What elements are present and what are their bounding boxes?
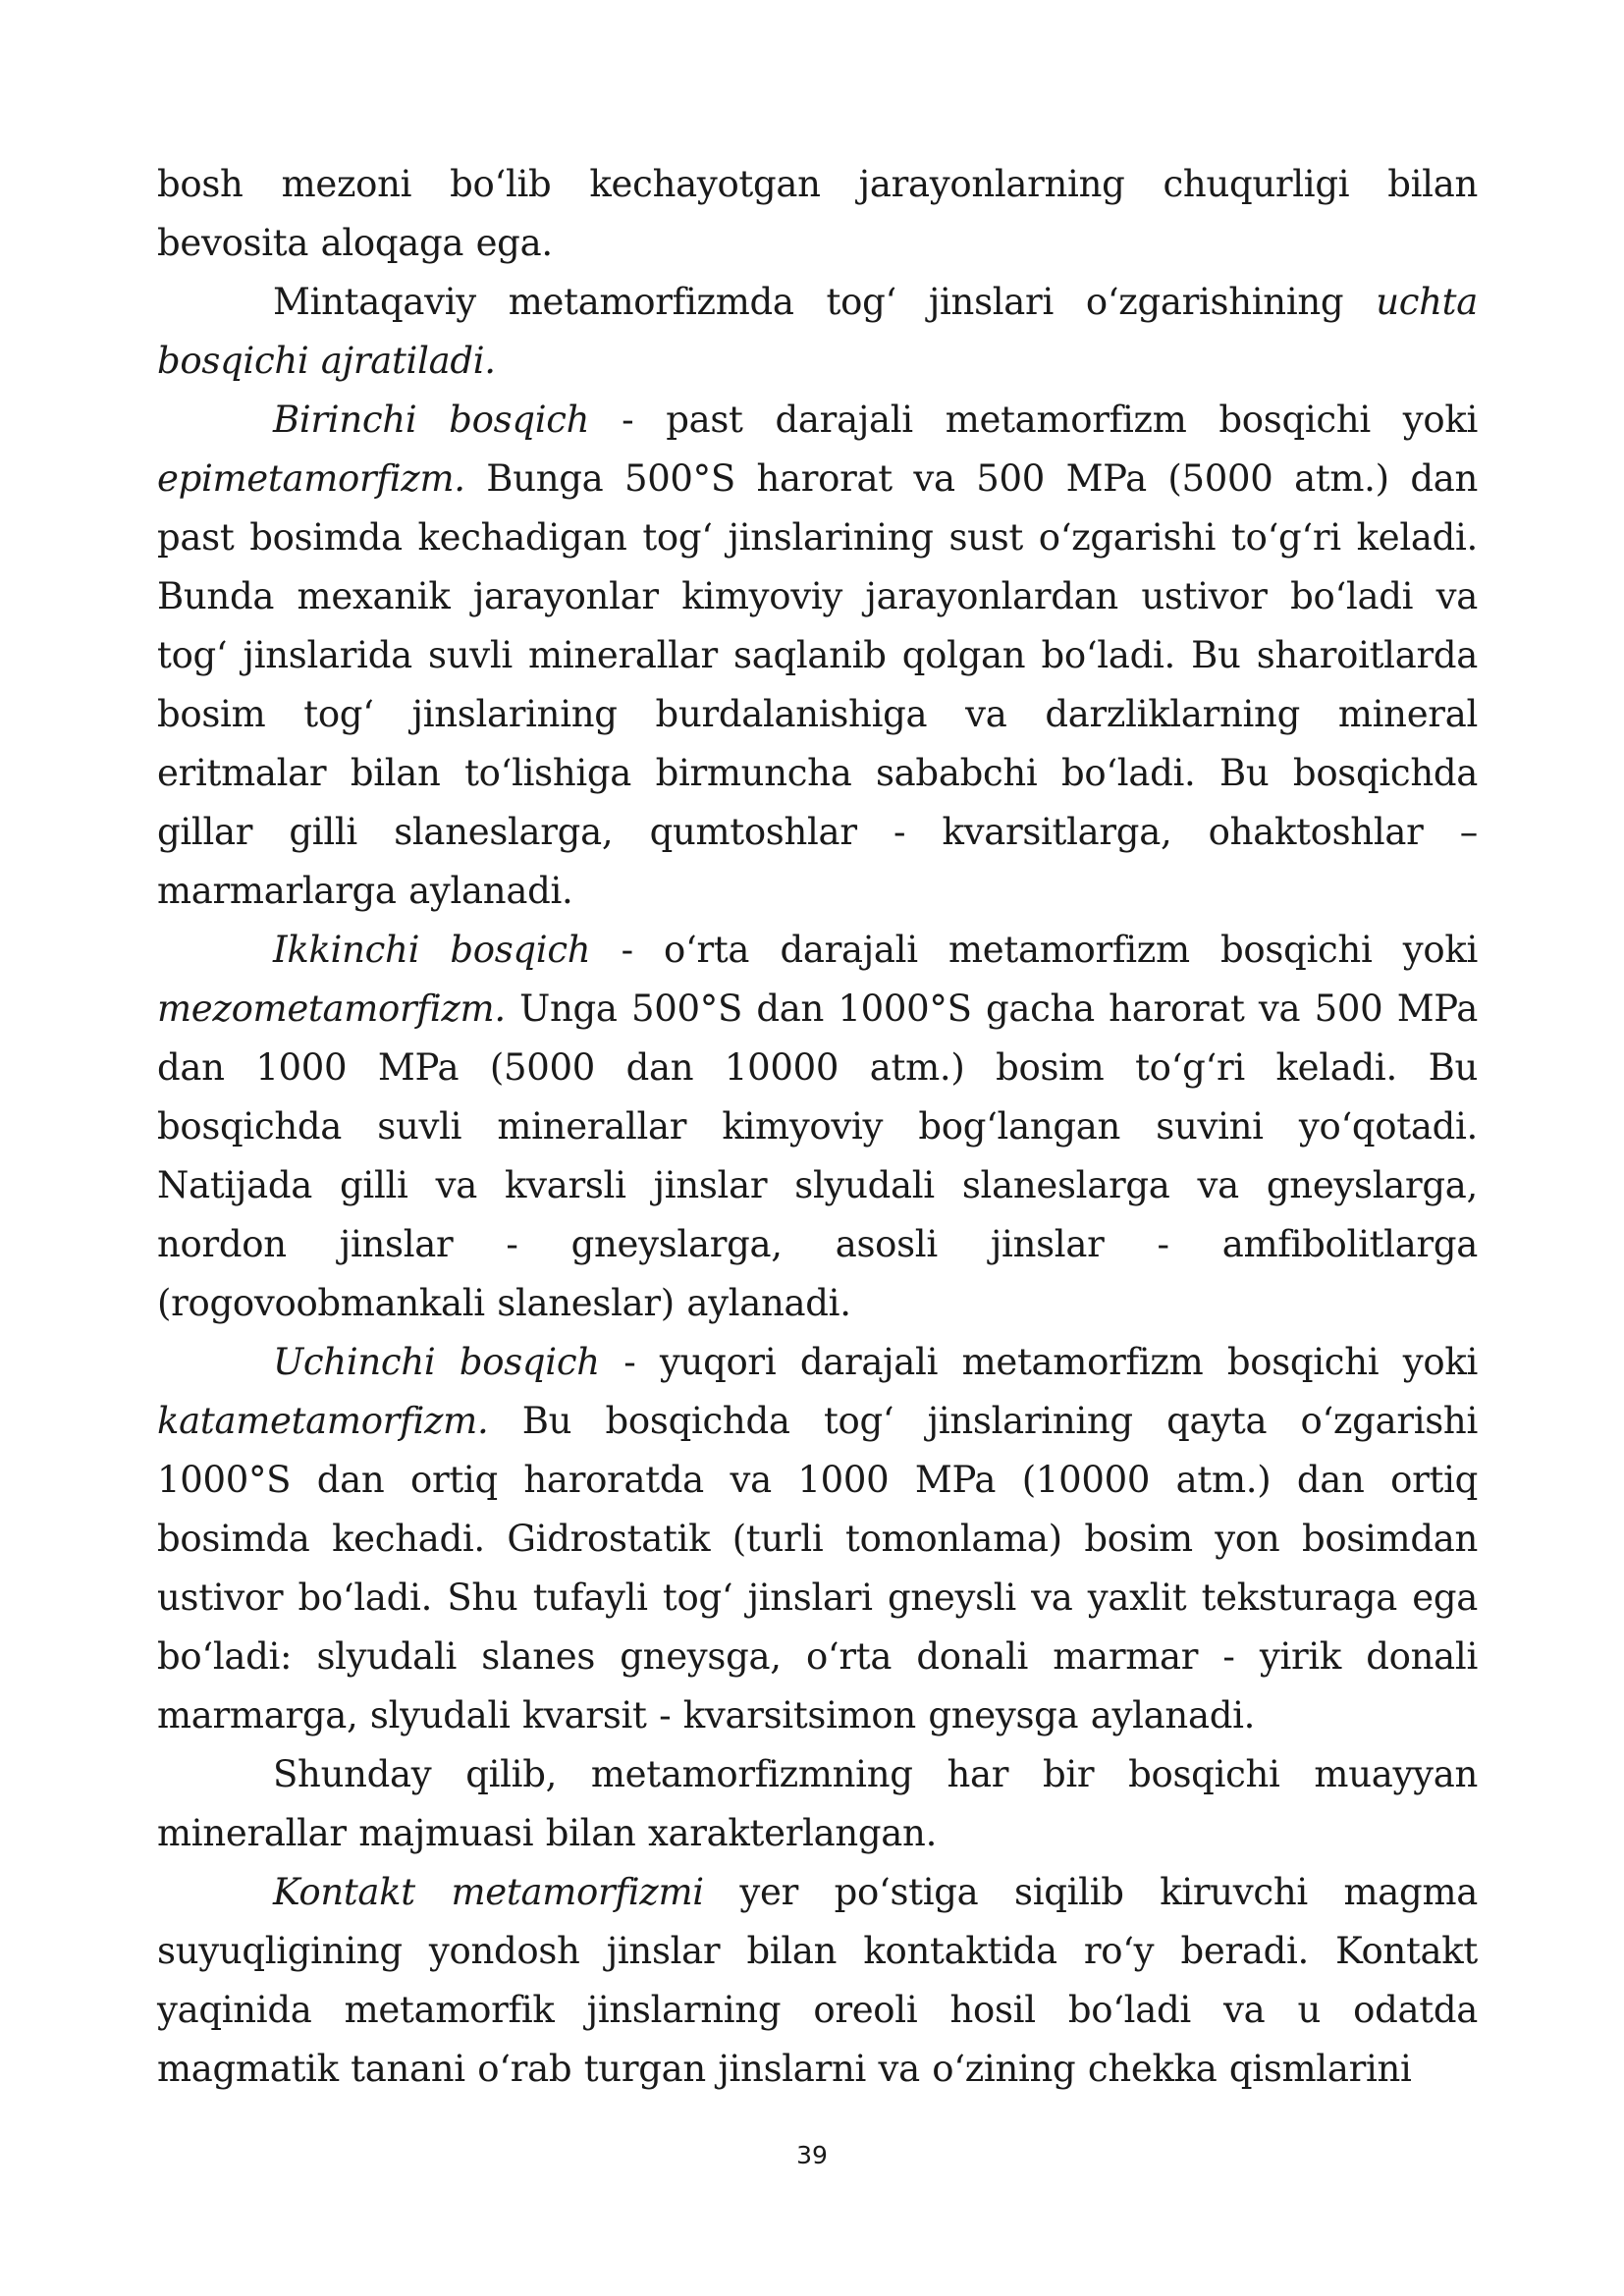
third-stage-text-b: Bu bosqichda tog‘ jinslarining qayta o‘zgarishi 1000°S dan ortiq haroratda va 1000 MPa (10000 atm.) dan ortiq bosimda kechadi. Gidrostatik (turli tomonlama) bosim yon bosimdan ustivor bo‘ladi. Shu tufayli tog‘ jinslari gneysli va yaxlit teksturaga ega bo‘ladi: slyudali slanes gneysga, o‘rta donali marmar - yirik donali marmarga, slyudali kvarsit - kvarsitsimon gneysga aylanadi. (157, 1400, 1478, 1736)
paragraph-first-stage (157, 391, 1478, 921)
first-stage-name: epimetamorfizm. (157, 457, 465, 500)
first-stage-term: Birinchi bosqich (273, 399, 590, 441)
paragraph-summary (157, 1745, 1478, 1863)
page-body (157, 155, 1478, 2099)
paragraph-2 (157, 273, 1478, 391)
third-stage-text-a: - yuqori darajali metamorfizm bosqichi yoki (599, 1341, 1478, 1383)
paragraph-2-text: Mintaqaviy metamorfizmda tog‘ jinslari o‘zgarishining (273, 281, 1377, 323)
paragraph-1 (157, 155, 1478, 273)
third-stage-term: Uchinchi bosqich (273, 1341, 600, 1383)
contact-metamorphism-text: yer po‘stiga siqilib kiruvchi magma suyuqligining yondosh jinslar bilan kontaktida ro‘y beradi. Kontakt yaqinida metamorfik jinslarning oreoli hosil bo‘ladi va u odatda magmatik tanani o‘rab turgan jinslarni va o‘zining chekka qismlarini (157, 1871, 1478, 2090)
first-stage-text-a: - past darajali metamorfizm bosqichi yoki (589, 399, 1479, 441)
second-stage-text-b: Unga 500°S dan 1000°S gacha harorat va 500 MPa dan 1000 MPa (5000 dan 10000 atm.) bosim to‘g‘ri keladi. Bu bosqichda suvli minerallar kimyoviy bog‘langan suvini yo‘qotadi. Natijada gilli va kvarsli jinslar slyudali slaneslarga va gneyslarga, nordon jinslar - gneyslarga, asosli jinslar - amfibolitlarga (rogovoobmankali slaneslar) aylanadi. (157, 988, 1478, 1324)
page-number: 39 (796, 2141, 828, 2169)
third-stage-name: katametamorfizm. (157, 1400, 489, 1442)
paragraph-second-stage (157, 921, 1478, 1333)
second-stage-text-a: - o‘rta darajali metamorfizm bosqichi yoki (590, 929, 1478, 971)
paragraph-third-stage (157, 1333, 1478, 1745)
second-stage-term: Ikkinchi bosqich (273, 929, 591, 971)
contact-metamorphism-term: Kontakt metamorfizmi (273, 1871, 704, 1913)
summary-text: Shunday qilib, metamorfizmning har bir bosqichi muayyan minerallar majmuasi bilan xarakterlangan. (157, 1753, 1478, 1854)
paragraph-contact-metamorphism (157, 1863, 1478, 2099)
second-stage-name: mezometamorfizm. (157, 988, 506, 1030)
paragraph-2-emphasis: uchta bosqichi ajratiladi. (157, 281, 1478, 382)
paragraph-1-text: bosh mezoni bo‘lib kechayotgan jarayonlarning chuqurligi bilan bevosita aloqaga ega. (157, 163, 1478, 264)
first-stage-text-b: Bunga 500°S harorat va 500 MPa (5000 atm.) dan past bosimda kechadigan tog‘ jinslarining sust o‘zgarishi to‘g‘ri keladi. Bunda mexanik jarayonlar kimyoviy jarayonlardan ustivor bo‘ladi va tog‘ jinslarida suvli minerallar saqlanib qolgan bo‘ladi. Bu sharoitlarda bosim tog‘ jinslarining burdalanishiga va darzliklarning mineral eritmalar bilan to‘lishiga birmuncha sababchi bo‘ladi. Bu bosqichda gillar gilli slaneslarga, qumtoshlar - kvarsitlarga, ohaktoshlar – marmarlarga aylanadi. (157, 457, 1478, 912)
